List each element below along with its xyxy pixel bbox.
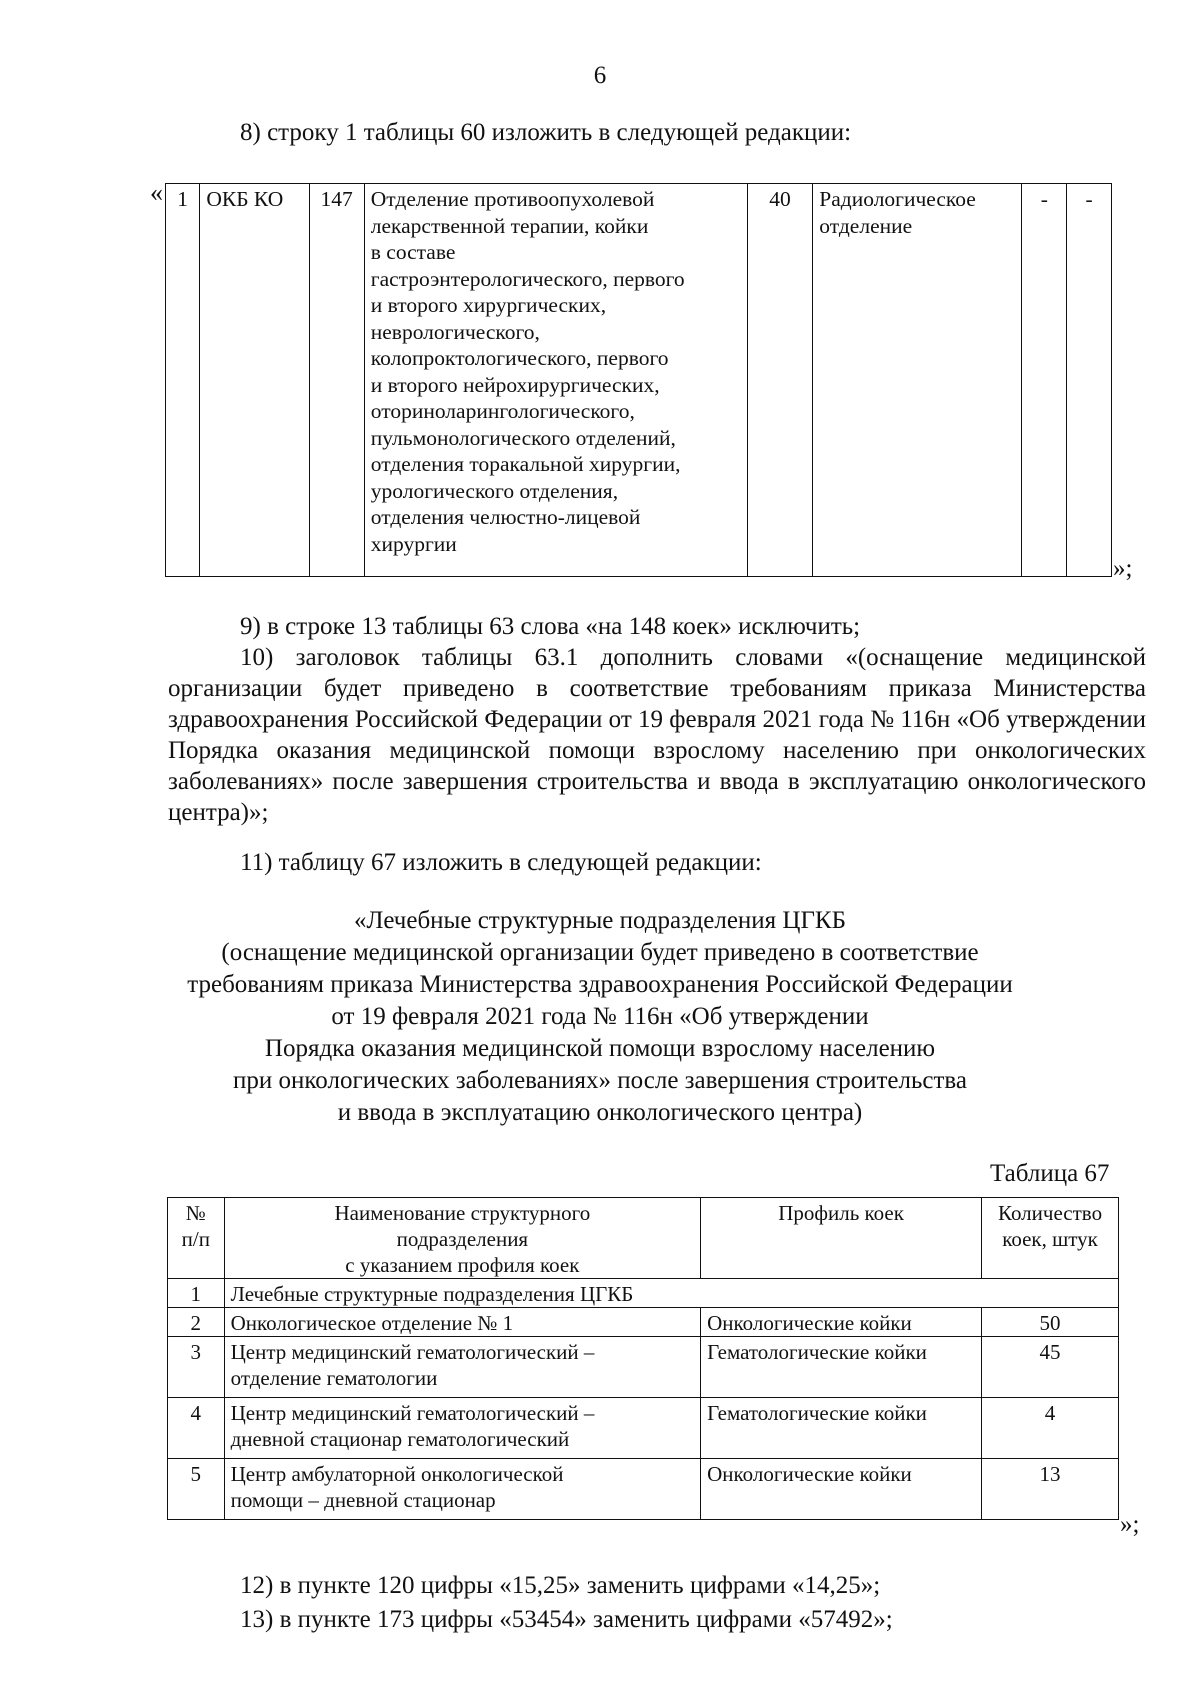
row-name-line: Центр медицинский гематологический – — [230, 1401, 595, 1425]
cell-beds: 40 — [747, 184, 813, 577]
row-number: 3 — [168, 1337, 225, 1398]
row-name-line: Центр медицинский гематологический – — [230, 1340, 595, 1364]
row-name — [224, 1459, 701, 1520]
row-profile: Гематологические койки — [701, 1398, 982, 1459]
table-67 — [167, 1197, 1119, 1520]
header-name-line: Наименование структурного — [334, 1201, 591, 1225]
row-number: 4 — [168, 1398, 225, 1459]
table60-close-quote: »; — [1113, 555, 1133, 582]
table-60-row — [165, 183, 1112, 577]
row-name-line: дневной стационар гематологический — [230, 1427, 570, 1451]
item-8: 8) строку 1 таблицы 60 изложить в следующей редакции: — [240, 119, 852, 146]
department-line: и второго нейрохирургических, — [370, 372, 660, 397]
department-line: в составе — [370, 240, 456, 264]
heading-line: при онкологических заболеваниях» после завершения строительства — [233, 1067, 967, 1094]
item-12: 12) в пункте 120 цифры «15,25» заменить цифрами «14,25»; — [240, 1572, 881, 1599]
heading-line: (оснащение медицинской организации будет приведено в соответствие — [221, 939, 979, 966]
table60-open-quote: « — [150, 178, 163, 207]
heading-line: «Лечебные структурные подразделения ЦГКБ — [354, 907, 846, 934]
department-line: пульмонологического отделений, — [370, 425, 676, 450]
row-count: 45 — [982, 1337, 1119, 1398]
table-row — [168, 1308, 1119, 1337]
row-profile: Онкологические койки — [701, 1308, 982, 1337]
cell-dash-1: - — [1022, 184, 1067, 577]
department-line: Отделение противоопухолевой — [370, 187, 655, 211]
department-line: урологического отделения, — [370, 478, 619, 503]
header-name — [224, 1198, 701, 1279]
cell-organization: ОКБ КО — [200, 184, 309, 577]
cell-dash-2: - — [1067, 184, 1112, 577]
page-number: 6 — [593, 62, 607, 89]
department-line: и второго хирургических, — [370, 293, 607, 317]
cell-row-number: 1 — [166, 184, 200, 577]
department-line: отделения челюстно-лицевой — [370, 505, 641, 529]
table-row — [168, 1398, 1119, 1459]
heading-line: требованиям приказа Министерства здравоохранения Российской Федерации — [187, 971, 1013, 998]
section-number: 1 — [168, 1279, 225, 1308]
header-name-line: с указанием профиля коек — [345, 1253, 580, 1277]
row-profile: Онкологические койки — [701, 1459, 982, 1520]
row-number: 2 — [168, 1308, 225, 1337]
item-10: 10) заголовок таблицы 63.1 дополнить словами «(оснащение медицинской организации будет приведено в соответствие требованиям приказа Министерства здравоохранения Российской Федерации от 19 февраля 2021 года № 116н «Об утверждении Порядка оказания медицинской помощи взрослому населению при онкологических заболеваниях» после завершения строительства и ввода в эксплуатацию онкологического центра)»; — [168, 644, 1146, 826]
department-line: лекарственной терапии, койки — [370, 213, 649, 238]
header-name-line: подразделения — [396, 1227, 529, 1251]
row-profile: Гематологические койки — [701, 1337, 982, 1398]
item-9: 9) в строке 13 таблицы 63 слова «на 148 коек» исключить; — [240, 613, 861, 640]
table67-close-quote: »; — [1120, 1511, 1140, 1538]
section-title: Лечебные структурные подразделения ЦГКБ — [224, 1279, 1118, 1308]
header-number-line: № — [185, 1201, 206, 1225]
row-count: 13 — [982, 1459, 1119, 1520]
heading-line: от 19 февраля 2021 года № 116н «Об утверждении — [331, 1003, 869, 1030]
row-name-line: Центр амбулаторной онкологической — [230, 1462, 564, 1486]
row-name-line: Онкологическое отделение № 1 — [230, 1311, 514, 1335]
row-number: 5 — [168, 1459, 225, 1520]
unit-line: Радиологическое — [819, 187, 976, 211]
table-row — [168, 1337, 1119, 1398]
row-name — [224, 1398, 701, 1459]
heading-line: и ввода в эксплуатацию онкологического центра) — [337, 1099, 863, 1126]
row-name-line: помощи – дневной стационар — [230, 1488, 496, 1512]
header-number — [168, 1198, 225, 1279]
header-count-line: коек, штук — [1002, 1227, 1098, 1251]
item-13: 13) в пункте 173 цифры «53454» заменить цифрами «57492»; — [240, 1606, 893, 1633]
department-line: гастроэнтерологического, первого — [370, 266, 685, 291]
cell-unit — [813, 184, 1022, 577]
heading-line: Порядка оказания медицинской помощи взрослому населению — [264, 1035, 936, 1062]
unit-line: отделение — [819, 213, 913, 238]
row-count: 4 — [982, 1398, 1119, 1459]
row-name-line: отделение гематологии — [230, 1366, 438, 1390]
department-line: колопроктологического, первого — [370, 346, 669, 370]
department-line: хирургии — [370, 531, 457, 556]
header-count — [982, 1198, 1119, 1279]
department-line: неврологического, — [370, 319, 540, 344]
row-name — [224, 1308, 701, 1337]
table67-label: Таблица 67 — [990, 1160, 1110, 1187]
cell-code: 147 — [309, 184, 364, 577]
item-11: 11) таблицу 67 изложить в следующей редакции: — [240, 849, 762, 876]
table67-heading — [150, 905, 1050, 1129]
row-count: 50 — [982, 1308, 1119, 1337]
department-line: отделения торакальной хирургии, — [370, 452, 681, 476]
header-count-line: Количество — [998, 1201, 1103, 1225]
row-name — [224, 1337, 701, 1398]
header-number-line: п/п — [181, 1227, 210, 1251]
cell-department — [364, 184, 747, 577]
header-profile: Профиль коек — [701, 1198, 982, 1279]
table-row — [168, 1459, 1119, 1520]
department-line: оториноларингологического, — [370, 399, 635, 423]
